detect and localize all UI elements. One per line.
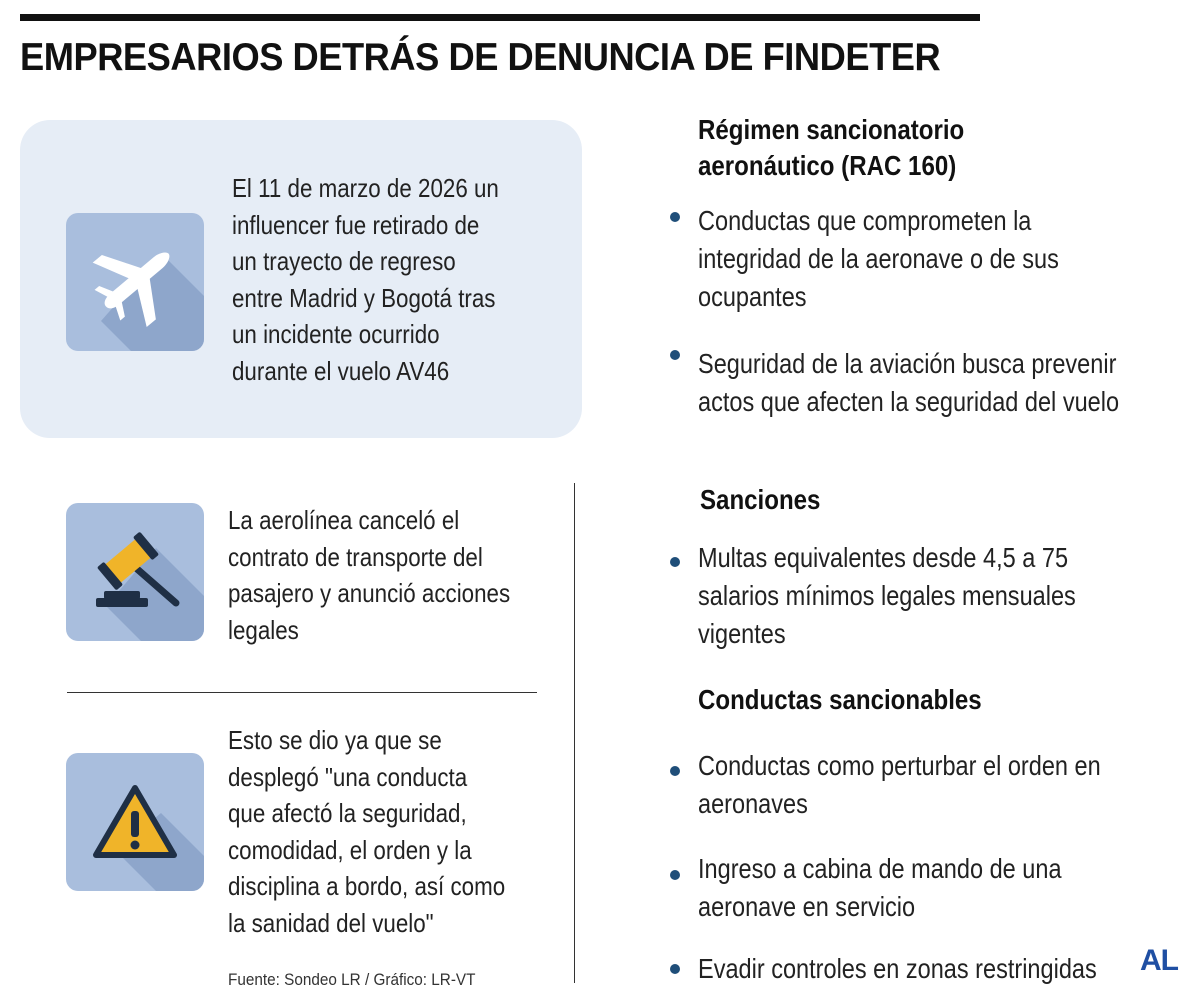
text-line: contrato de transporte del [228, 541, 483, 572]
bullet-line: vigentes [698, 618, 786, 649]
text-line: entre Madrid y Bogotá tras [232, 282, 496, 313]
brand-logo: AL [1140, 944, 1178, 977]
bullet-line: aeronaves [698, 788, 808, 819]
item-1-text [232, 170, 499, 389]
text-line: desplegó "una conducta [228, 761, 468, 792]
text-line: legales [228, 614, 299, 645]
bullet-item [698, 345, 1119, 421]
bullet-dot [670, 212, 680, 222]
section-heading-conductas [698, 682, 982, 718]
text-line: comodidad, el orden y la [228, 834, 472, 865]
text-line: La aerolínea canceló el [228, 505, 460, 535]
bullet-line: Seguridad de la aviación busca prevenir [698, 348, 1117, 379]
item-2-text [228, 502, 510, 648]
text-line: Esto se dio ya que se [228, 725, 442, 755]
text-line: influencer fue retirado de [232, 209, 480, 240]
bullet-line: Conductas como perturbar el orden en [698, 750, 1101, 781]
page-title: EMPRESARIOS DETRÁS DE DENUNCIA DE FINDETER [20, 36, 941, 79]
section-divider [67, 692, 537, 693]
text-line: que afectó la seguridad, [228, 798, 467, 828]
bullet-dot [670, 557, 680, 567]
airplane-icon [66, 213, 204, 351]
source-credit: Fuente: Sondeo LR / Gráfico: LR-VT [228, 970, 476, 989]
warning-icon [66, 753, 204, 891]
bullet-dot [670, 766, 680, 776]
bullet-line: Multas equivalentes desde 4,5 a 75 [698, 542, 1069, 573]
text-line: pasajero y anunció acciones [228, 578, 511, 608]
text-line: la sanidad del vuelo" [228, 907, 434, 938]
heading-line: aeronáutico (RAC 160) [698, 150, 957, 181]
bullet-line: Ingreso a cabina de mando de una [698, 853, 1062, 884]
bullet-item [698, 850, 1062, 926]
heading-line: Conductas sancionables [698, 684, 982, 715]
gavel-icon [66, 503, 204, 641]
text-line: un incidente ocurrido [232, 319, 440, 349]
bullet-line: ocupantes [698, 281, 807, 312]
item-3-text [228, 722, 505, 941]
bullet-line: Conductas que comprometen la [698, 205, 1032, 236]
text-line: durante el vuelo AV46 [232, 355, 450, 386]
bullet-line: Evadir controles en zonas restringidas [698, 953, 1097, 984]
text-line: El 11 de marzo de 2026 un [232, 173, 499, 203]
bullet-dot [670, 350, 680, 360]
bullet-line: integridad de la aeronave o de sus [698, 243, 1059, 274]
bullet-dot [670, 964, 680, 974]
bullet-line: aeronave en servicio [698, 891, 916, 922]
bullet-line: salarios mínimos legales mensuales [698, 580, 1076, 611]
text-line: un trayecto de regreso [232, 246, 456, 276]
heading-line: Régimen sancionatorio [698, 114, 965, 145]
section-heading-regimen [698, 112, 964, 184]
bullet-dot [670, 870, 680, 880]
bullet-line: actos que afecten la seguridad del vuelo [698, 386, 1120, 417]
text-line: disciplina a bordo, así como [228, 871, 506, 901]
bullet-item [698, 950, 1097, 988]
heading-line: Sanciones [700, 484, 821, 515]
top-rule [20, 14, 980, 21]
bullet-item [698, 747, 1101, 823]
bullet-item [698, 202, 1059, 316]
bullet-item [698, 539, 1076, 653]
column-divider [574, 483, 575, 983]
section-heading-sanciones [700, 482, 820, 518]
